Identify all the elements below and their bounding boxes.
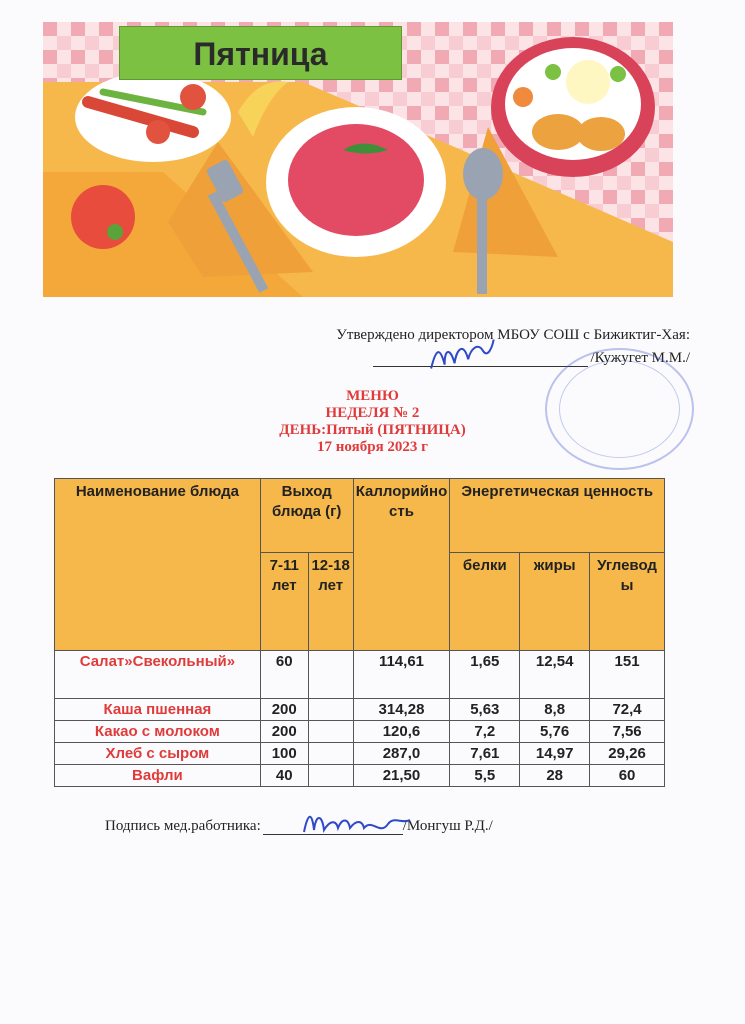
weight-7-11: 60 [260,651,308,699]
weight-12-18 [308,699,353,721]
dish-name: Вафли [55,765,261,787]
weight-12-18 [308,765,353,787]
med-worker-name: /Монгуш Р.Д./ [402,818,493,834]
header-carbs: Углеводы [590,553,665,651]
table-row [55,765,665,787]
day-label: ДЕНЬ:Пятый (ПЯТНИЦА) [279,422,466,438]
date-label: 17 ноября 2023 г [317,439,428,455]
dish-name: Салат»Свекольный» [55,651,261,699]
director-signature [425,333,500,383]
carbs: 7,56 [590,721,665,743]
director-name: /Кужугет М.М./ [590,350,690,366]
header-proteins: белки [450,553,520,651]
fats: 12,54 [520,651,590,699]
med-signature-label: Подпись мед.работника: [105,818,261,834]
proteins: 5,63 [450,699,520,721]
fats: 14,97 [520,743,590,765]
weight-7-11: 100 [260,743,308,765]
calories: 287,0 [353,743,450,765]
weight-12-18 [308,743,353,765]
week-label: НЕДЕЛЯ № 2 [325,405,420,421]
header-age-12-18: 12-18 лет [308,553,353,651]
proteins: 1,65 [450,651,520,699]
carbs: 151 [590,651,665,699]
dish-name: Какао с молоком [55,721,261,743]
calories: 114,61 [353,651,450,699]
carbs: 72,4 [590,699,665,721]
header-name: Наименование блюда [55,479,261,651]
menu-heading [0,388,745,456]
carbs: 60 [590,765,665,787]
table-row [55,743,665,765]
med-signature-block [105,818,493,835]
proteins: 5,5 [450,765,520,787]
proteins: 7,2 [450,721,520,743]
menu-table [54,478,665,787]
header-fats: жиры [520,553,590,651]
weight-12-18 [308,651,353,699]
calories: 21,50 [353,765,450,787]
weight-12-18 [308,721,353,743]
fats: 5,76 [520,721,590,743]
proteins: 7,61 [450,743,520,765]
fats: 8,8 [520,699,590,721]
day-title: Пятница [119,26,402,80]
approval-text: Утверждено директором МБОУ СОШ с Бижиктиг-Хая: [336,327,690,343]
carbs: 29,26 [590,743,665,765]
header-calories: Каллорийность [353,479,450,651]
header-output: Выход блюда (г) [260,479,353,553]
weight-7-11: 200 [260,699,308,721]
dish-name: Каша пшенная [55,699,261,721]
calories: 120,6 [353,721,450,743]
header-age-7-11: 7-11 лет [260,553,308,651]
dish-name: Хлеб с сыром [55,743,261,765]
header-energy: Энергетическая ценность [450,479,665,553]
menu-title: МЕНЮ [346,388,399,404]
table-row [55,699,665,721]
weight-7-11: 40 [260,765,308,787]
table-row [55,721,665,743]
table-row [55,651,665,699]
calories: 314,28 [353,699,450,721]
fats: 28 [520,765,590,787]
weight-7-11: 200 [260,721,308,743]
med-signature [302,806,412,844]
